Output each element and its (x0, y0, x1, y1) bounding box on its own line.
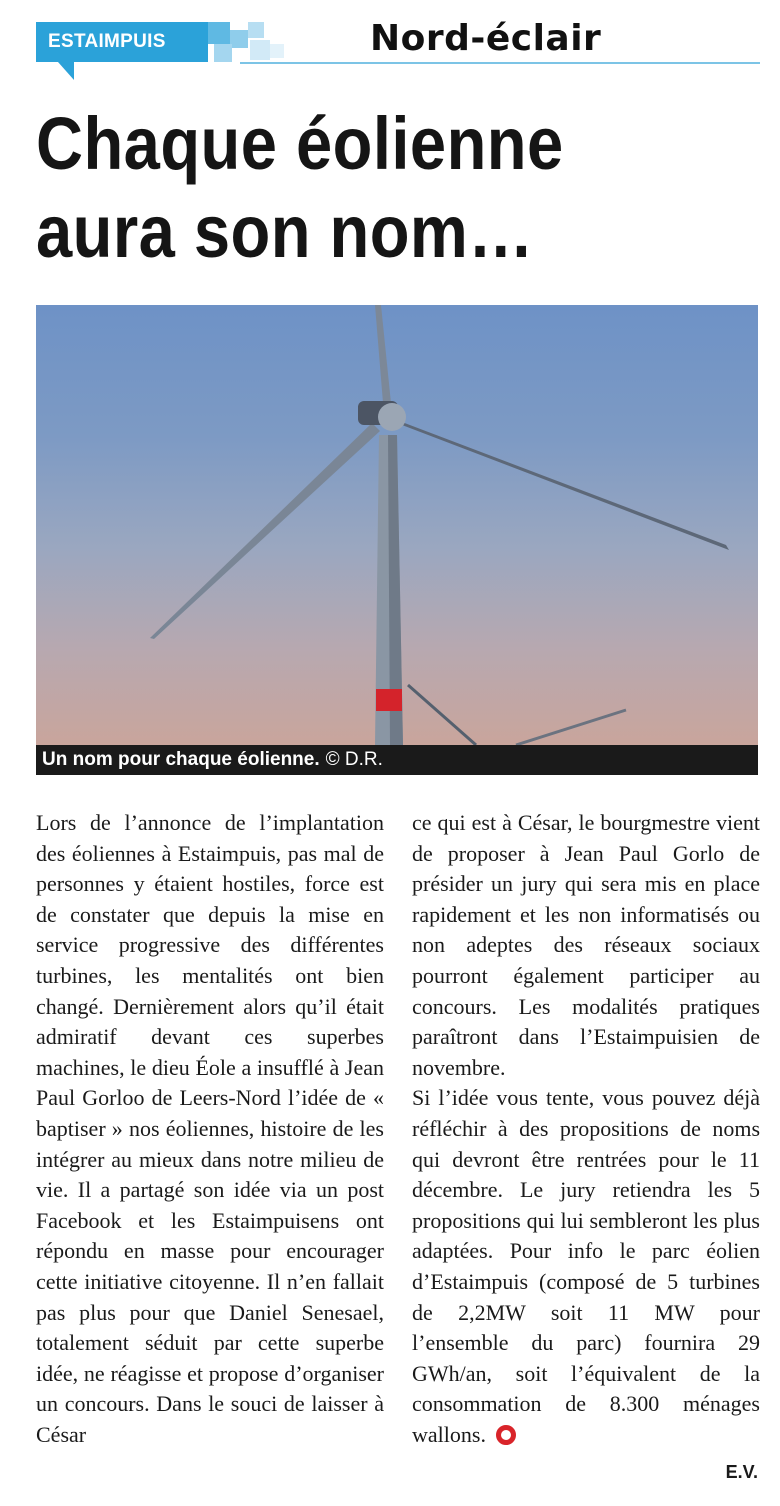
headline-line-2: aura son nom… (36, 190, 534, 273)
article-paragraph: Lors de l’annonce de l’implantation des éoliennes à Estaimpuis, pas mal de personnes y étaient hostiles, force est de constater que depuis la mise en service progressive des différentes turbines, les mentalités ont bien changé. Dernièrement alors qu’il était admiratif devant ces superbes machines, le dieu Éole a insufflé à Jean Paul Gorloo de Leers-Nord l’idée de « baptiser » nos éoliennes, histoire de les intégrer au mieux dans notre milieu de vie. Il a partagé son idée via un post Facebook et les Estaimpuisens ont répondu en masse pour encourager cette initiative citoyenne. Il n’en fallait pas plus pour que Daniel Senesael, totalement séduit par cette superbe idée, ne réagisse et propose d’organiser un concours. Dans le souci de laisser à César (36, 810, 384, 1447)
newspaper-masthead: Nord-éclair (370, 18, 602, 59)
photo-credit: © D.R. (325, 749, 383, 770)
wind-turbine-photo (36, 305, 758, 745)
author-signature: E.V. (725, 1462, 758, 1482)
headline-line-1: Chaque éolienne (36, 102, 564, 185)
article-paragraph-text: Si l’idée vous tente, vous pouvez déjà réfléchir à des propositions de noms qui devront être rentrées pour le 11 décembre. Le jury retiendra les 5 propositions qui lui sembleront les plus adaptées. Pour info le parc éolien d’Estaimpuis (composé de 5 turbines de 2,2MW soit 11 MW pour l’ensemble du parc) fournira 29 GWh/an, soit l’équivalent de la consommation de 8.300 ménages wallons. (412, 1085, 760, 1447)
article-paragraph: ce qui est à César, le bourgmestre vient de proposer à Jean Paul Gorlo de présider un jury qui sera mis en place rapidement et les non informatisés ou non adeptes des réseaux sociaux pourront également participer au concours. Les modalités pratiques paraîtront dans l’Estaimpuisien de novembre. (412, 810, 760, 1080)
decorative-square (250, 40, 270, 60)
section-tag: ESTAIMPUIS (36, 22, 208, 62)
article-column-2 (412, 808, 760, 1450)
decorative-square (214, 44, 232, 62)
tower-red-band (376, 689, 402, 711)
distant-turbine-blade (516, 710, 626, 745)
section-tag-pointer (58, 62, 74, 80)
wind-turbine-illustration (36, 305, 758, 745)
decorative-square (248, 22, 264, 38)
end-of-article-icon (496, 1425, 516, 1445)
decorative-square (270, 44, 284, 58)
article-headline (36, 100, 670, 276)
decorative-square (208, 22, 230, 44)
article-paragraph-final (412, 1083, 760, 1450)
turbine-hub (378, 403, 406, 431)
header-rule (240, 62, 760, 64)
photo-caption: Un nom pour chaque éolienne. (42, 749, 320, 770)
photo-caption-bar (36, 745, 758, 775)
distant-turbine-blade (408, 685, 476, 745)
turbine-blade-right (394, 419, 729, 550)
turbine-blade-left (150, 423, 380, 639)
article-column-1 (36, 808, 384, 1450)
decorative-square (230, 30, 248, 48)
turbine-blade-up (375, 305, 392, 415)
